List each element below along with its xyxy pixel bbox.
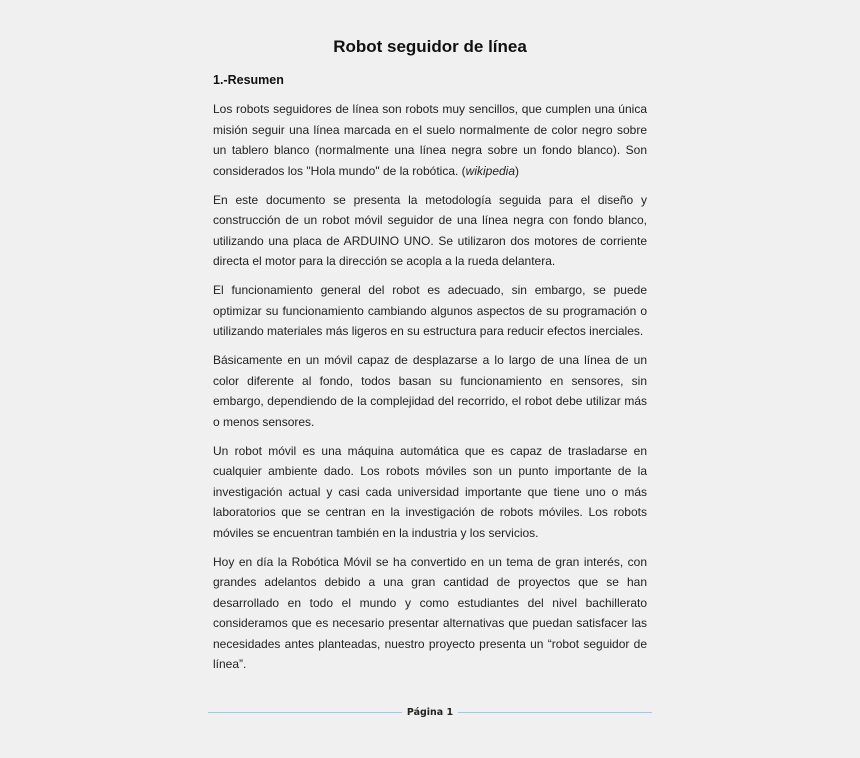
page-footer — [208, 704, 652, 720]
paragraph-1-closing: ) — [515, 163, 520, 178]
paragraph-1-text: Los robots seguidores de línea son robots muy sencillos, que cumplen una única misión seguir una línea marcada en el suelo normalmente de color negro sobre un tablero blanco (normalmente una línea negra sobre un fondo blanco). Son considerados los "Hola mundo" de la robótica. ( — [213, 102, 647, 178]
paragraph-4: Básicamente en un móvil capaz de desplazarse a lo largo de una línea de un color diferente al fondo, todos basan su funcionamiento en sensores, sin embargo, dependiendo de la complejidad del recorrido, el robot debe utilizar más o menos sensores. — [213, 353, 647, 429]
footer-rule-right — [458, 712, 652, 713]
document-body — [213, 99, 647, 683]
page-number: Página 1 — [406, 706, 454, 718]
footer-rule-left — [208, 712, 402, 713]
section-heading: 1.-Resumen — [213, 73, 284, 87]
page-title: Robot seguidor de línea — [333, 37, 527, 56]
paragraph-1-citation: wikipedia — [465, 163, 516, 178]
paragraph-1 — [213, 99, 647, 181]
paragraph-5: Un robot móvil es una máquina automática que es capaz de trasladarse en cualquier ambiente dado. Los robots móviles son un punto importante de la investigación actual y casi cada universidad importante que tiene uno o más laboratorios que se centran en la investigación de robots móviles. Los robots móviles se encuentran también en la industria y los servicios. — [213, 443, 647, 540]
paragraph-3: El funcionamiento general del robot es adecuado, sin embargo, se puede optimizar su funcionamiento cambiando algunos aspectos de su programación o utilizando materiales más ligeros en su estructura para reducir efectos inerciales. — [213, 283, 647, 338]
paragraph-6: Hoy en día la Robótica Móvil se ha convertido en un tema de gran interés, con grandes adelantos debido a una gran cantidad de proyectos que se han desarrollado en todo el mundo y como estudiantes del nivel bachillerato consideramos que es necesario presentar alternativas que puedan satisfacer las necesidades antes planteadas, nuestro proyecto presenta un “robot seguidor de línea”. — [213, 554, 647, 671]
paragraph-2: En este documento se presenta la metodología seguida para el diseño y construcción de un robot móvil seguidor de una línea negra con fondo blanco, utilizando una placa de ARDUINO UNO. Se utilizaron dos motores de corriente directa el motor para la dirección se acopla a la rueda delantera. — [213, 192, 647, 268]
